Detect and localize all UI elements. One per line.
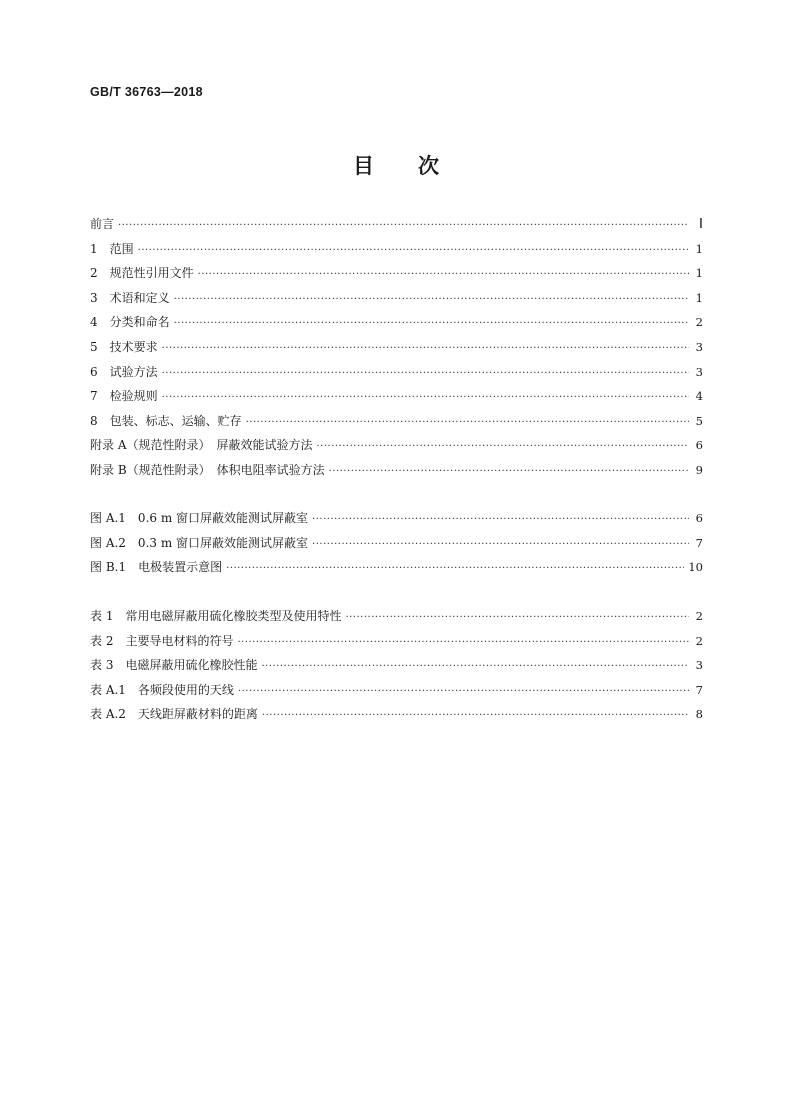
toc-page-number: 6 xyxy=(695,438,703,453)
toc-label: 前言 xyxy=(90,217,115,231)
toc-entry-normative-references[interactable] xyxy=(90,261,703,286)
leader-dots xyxy=(174,312,689,337)
toc-page-number: 8 xyxy=(695,707,703,722)
toc-entry-inspection-rules[interactable] xyxy=(90,384,703,409)
leader-dots xyxy=(174,288,689,313)
toc-label: 4 分类和命名 xyxy=(90,315,170,330)
toc-page-number: 10 xyxy=(688,560,703,575)
toc-label: 附录 B（规范性附录） 体积电阻率试验方法 xyxy=(90,462,325,477)
leader-dots xyxy=(261,655,689,680)
toc-page-number: 4 xyxy=(695,389,703,404)
toc-label: 表 A.2 天线距屏蔽材料的距离 xyxy=(90,707,258,722)
toc-label: 图 A.1 0.6 m 窗口屏蔽效能测试屏蔽室 xyxy=(90,511,309,525)
toc-page-number: 1 xyxy=(695,241,703,256)
toc-label: 6 试验方法 xyxy=(90,364,158,379)
title-char-1: 目 xyxy=(353,154,374,178)
toc-entry-table-a2[interactable] xyxy=(90,702,703,727)
toc-page-number: Ⅰ xyxy=(698,217,703,232)
leader-dots xyxy=(226,557,684,582)
toc-entry-classification[interactable] xyxy=(90,310,703,335)
toc-label: 表 2 主要导电材料的符号 xyxy=(90,633,234,648)
toc-entry-table-2[interactable] xyxy=(90,629,703,654)
leader-dots xyxy=(262,704,689,729)
toc-label: 8 包装、标志、运输、贮存 xyxy=(90,413,242,428)
toc-label: 2 规范性引用文件 xyxy=(90,266,194,281)
leader-dots xyxy=(162,337,689,362)
toc-page-number: 5 xyxy=(695,413,703,428)
title-char-2: 次 xyxy=(418,154,439,178)
leader-dots xyxy=(118,214,689,239)
page-title xyxy=(0,150,792,180)
leader-dots xyxy=(312,533,689,558)
toc-label: 3 术语和定义 xyxy=(90,290,170,305)
toc-entry-table-a1[interactable] xyxy=(90,678,703,703)
toc-entry-annex-a[interactable] xyxy=(90,433,703,458)
leader-dots xyxy=(237,631,689,656)
leader-dots xyxy=(312,508,689,533)
toc-entry-figure-a1[interactable] xyxy=(90,506,703,531)
toc-entry-figure-a2[interactable] xyxy=(90,531,703,556)
leader-dots xyxy=(329,460,689,485)
toc-entry-requirements[interactable] xyxy=(90,335,703,360)
toc-page-number: 7 xyxy=(695,682,703,697)
standard-code: GB/T 36763—2018 xyxy=(90,85,203,99)
toc-label: 表 3 电磁屏蔽用硫化橡胶性能 xyxy=(90,658,258,673)
toc-entry-terms[interactable] xyxy=(90,286,703,311)
toc-entry-annex-b[interactable] xyxy=(90,458,703,483)
toc-label: 图 A.2 0.3 m 窗口屏蔽效能测试屏蔽室 xyxy=(90,535,309,550)
toc-label: 7 检验规则 xyxy=(90,389,158,404)
toc-entry-test-methods[interactable] xyxy=(90,360,703,385)
toc-page-number: 1 xyxy=(695,290,703,305)
toc-page-number: 2 xyxy=(695,315,703,330)
toc-label: 1 范围 xyxy=(90,241,134,256)
toc-page-number: 2 xyxy=(695,633,703,648)
leader-dots xyxy=(316,435,689,460)
toc-entry-figure-b1[interactable] xyxy=(90,555,703,580)
leader-dots xyxy=(238,680,689,705)
toc-entry-table-1[interactable] xyxy=(90,604,703,629)
toc-clauses xyxy=(90,212,703,483)
toc-label: 图 B.1 电极装置示意图 xyxy=(90,560,223,575)
toc-page-number: 9 xyxy=(695,462,703,477)
toc-entry-packaging[interactable] xyxy=(90,409,703,434)
toc-page-number: 6 xyxy=(695,511,703,525)
leader-dots xyxy=(198,263,689,288)
toc-page-number: 7 xyxy=(695,535,703,550)
toc-label: 附录 A（规范性附录） 屏蔽效能试验方法 xyxy=(90,438,313,453)
leader-dots xyxy=(162,386,689,411)
toc-page-number: 3 xyxy=(695,364,703,379)
toc-figures xyxy=(90,506,703,580)
toc-label: 表 A.1 各频段使用的天线 xyxy=(90,682,234,697)
toc-label: 表 1 常用电磁屏蔽用硫化橡胶类型及使用特性 xyxy=(90,609,342,623)
leader-dots xyxy=(246,411,689,436)
leader-dots xyxy=(345,606,689,631)
toc-tables xyxy=(90,604,703,727)
toc-page-number: 3 xyxy=(695,658,703,673)
leader-dots xyxy=(138,239,689,264)
leader-dots xyxy=(162,362,689,387)
toc-entry-scope[interactable] xyxy=(90,237,703,262)
toc-entry-foreword[interactable] xyxy=(90,212,703,237)
toc-page-number: 1 xyxy=(695,266,703,281)
toc-entry-table-3[interactable] xyxy=(90,653,703,678)
toc-page-number: 3 xyxy=(695,339,703,354)
toc-page-number: 2 xyxy=(695,609,703,623)
toc-label: 5 技术要求 xyxy=(90,339,158,354)
